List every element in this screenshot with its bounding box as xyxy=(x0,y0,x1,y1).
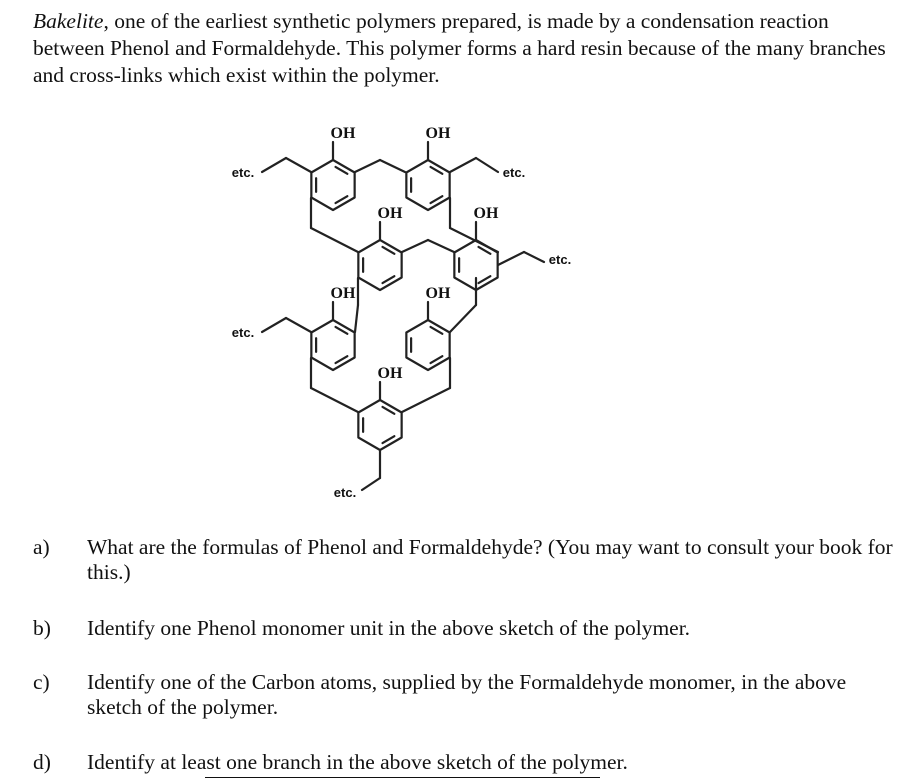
bond-line xyxy=(428,240,454,252)
etc-label: etc. xyxy=(502,165,526,180)
benzene-ring xyxy=(358,400,401,450)
oh-label: OH xyxy=(330,285,356,302)
intro-term: Bakelite xyxy=(33,9,104,33)
bond-line xyxy=(355,305,358,332)
bond-line xyxy=(402,240,428,252)
bond-line xyxy=(524,252,544,262)
question-letter: d) xyxy=(33,750,51,774)
oh-label: OH xyxy=(425,285,451,302)
bond-line xyxy=(450,158,476,172)
bond-line xyxy=(286,318,311,332)
bakelite-structure-diagram xyxy=(200,120,640,510)
bond-line xyxy=(476,158,498,172)
bond-line xyxy=(450,305,476,332)
underline-mark xyxy=(205,777,600,778)
bond-line xyxy=(286,158,311,172)
question-text: Identify at least one branch in the above sketch of the polymer. xyxy=(87,750,628,774)
etc-label: etc. xyxy=(231,325,255,340)
benzene-ring xyxy=(406,160,449,210)
bond-line xyxy=(498,252,524,265)
bakelite-structure-svg xyxy=(200,120,640,510)
intro-text: , one of the earliest synthetic polymers prepared, is made by a condensation reaction between Phenol and Formaldehyde. This polymer forms a hard resin because of the many branches and cross-links which exist within the polymer. xyxy=(33,9,886,87)
benzene-ring xyxy=(406,320,449,370)
question-text: Identify one Phenol monomer unit in the above sketch of the polymer. xyxy=(87,616,691,640)
bond-line xyxy=(262,158,286,172)
bond-line xyxy=(311,228,358,252)
bond-line xyxy=(402,388,450,412)
question-letter: c) xyxy=(33,670,50,694)
question-letter: a) xyxy=(33,535,50,559)
oh-label: OH xyxy=(425,125,451,142)
benzene-ring xyxy=(311,160,354,210)
bond-line xyxy=(262,318,286,332)
oh-label: OH xyxy=(377,365,403,382)
etc-label: etc. xyxy=(231,165,255,180)
intro-paragraph xyxy=(33,8,903,89)
oh-label: OH xyxy=(377,205,403,222)
benzene-ring xyxy=(311,320,354,370)
etc-label: etc. xyxy=(333,485,357,500)
question-text: What are the formulas of Phenol and Formaldehyde? (You may want to consult your book for this.) xyxy=(87,535,893,584)
bond-line xyxy=(355,160,380,172)
question-letter: b) xyxy=(33,616,51,640)
oh-label: OH xyxy=(473,205,499,222)
bond-line xyxy=(311,388,358,412)
oh-label: OH xyxy=(330,125,356,142)
benzene-ring xyxy=(358,240,401,290)
question-text: Identify one of the Carbon atoms, supplied by the Formaldehyde monomer, in the above sketch of the polymer. xyxy=(87,670,847,719)
bond-line xyxy=(450,228,498,252)
etc-label: etc. xyxy=(548,252,572,267)
bond-line xyxy=(362,478,380,490)
bond-line xyxy=(380,160,405,172)
